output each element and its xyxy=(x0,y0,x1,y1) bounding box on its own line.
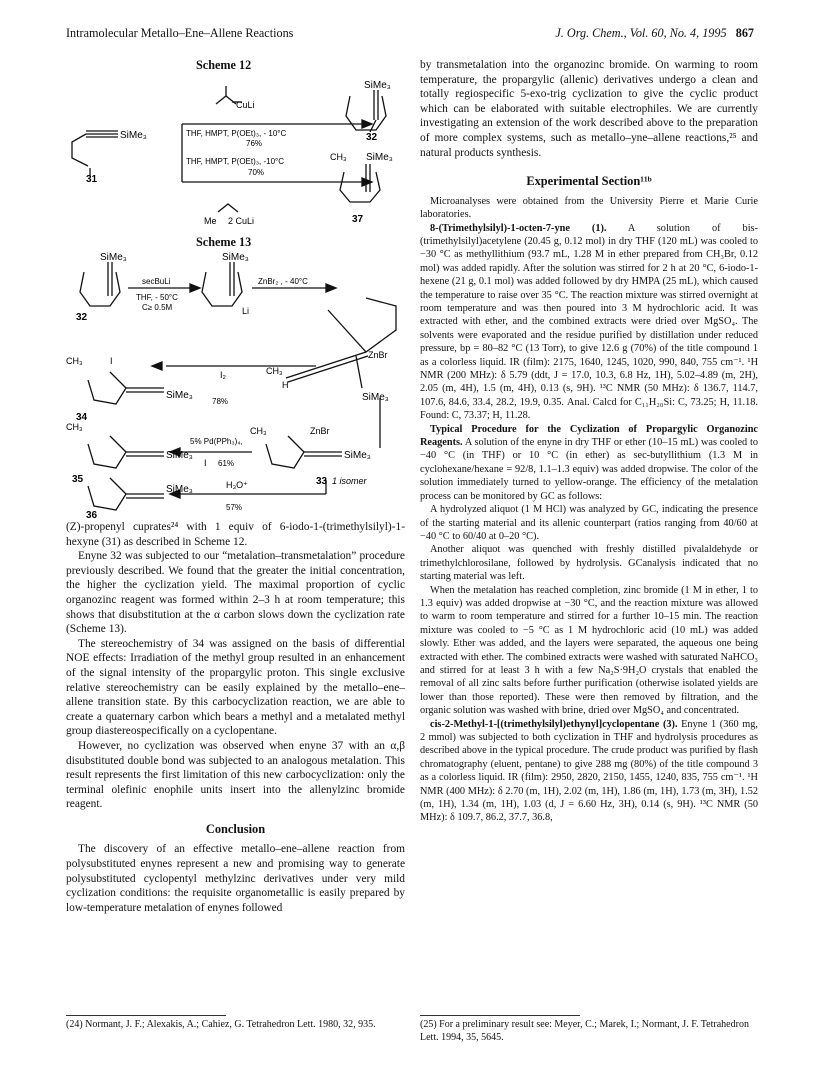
s13-i: I xyxy=(110,356,113,366)
left-footnote-rule xyxy=(66,1015,226,1016)
conditions-1-a: THF, HMPT, P(OEt)₃, - 10°C xyxy=(186,129,287,138)
left-paragraph-3: The stereochemistry of 34 was assigned on the basis of differential NOE effects: Irradiation of the methyl group resulted in an enhancement of the signal intensity of the propargylic proton. This single exclusive relative stereochemistry can be easily explained by the metallo–ene–allene transition state. By this carbocyclization reaction, we are able to create a quaternary carbon which bears a methyl and a metalated methyl group diastereospecifically on a cyclopentane. xyxy=(66,637,405,738)
running-header xyxy=(66,26,754,44)
s13-sime3-35: SiMe₃ xyxy=(166,450,193,461)
conditions-1-b: 76% xyxy=(246,139,263,148)
left-paragraph-2: Enyne 32 was subjected to our “metalation–transmetalation” procedure previously described. We found that the greater the initial concentration, the higher the cyclization yield. The maximal proportion of cyclic organozinc reagent was formed within 2–3 h at room temperature; this shows that disubstitution at the α carbon slows down the cyclization rate (Scheme 13). xyxy=(66,550,405,636)
s12-sime3-31: SiMe₃ xyxy=(120,130,147,141)
yield-57: 57% xyxy=(226,503,243,512)
label-33: 33 xyxy=(316,476,328,487)
s13-i2: I₂ xyxy=(220,370,226,380)
label-37: 37 xyxy=(352,214,364,225)
conclusion-paragraph: The discovery of an effective metallo–ene–allene reaction from polysubstituted enynes represent a new and promising way to generate polysubstituted cyclopentyl methylzinc derivatives under very mild cyclization conditions: the requisite organometallic is easily prepared by low-temperature metalation of enynes followed xyxy=(66,843,405,914)
compound-1-heading: 8-(Trimethylsilyl)-1-octen-7-yne (1). xyxy=(430,222,607,234)
s13-sime3-li: SiMe₃ xyxy=(222,252,249,263)
yield-61: 61% xyxy=(218,459,235,468)
label-35: 35 xyxy=(72,474,84,485)
label-31: 31 xyxy=(86,174,98,185)
label-li: Li xyxy=(242,306,250,316)
scheme-13-diagram xyxy=(66,248,416,518)
yield-78: 78% xyxy=(212,397,229,406)
cond-h3o: H₃O⁺ xyxy=(226,480,248,490)
left-column xyxy=(66,520,405,915)
s13-sime3-32: SiMe₃ xyxy=(100,252,127,263)
s13-ch3-34: CH₃ xyxy=(66,356,83,366)
s13-sime3-33: SiMe₃ xyxy=(344,450,371,461)
cond-conc: C≥ 0.5M xyxy=(142,303,173,312)
conditions-2-b: 70% xyxy=(248,168,265,177)
conclusion-heading: Conclusion xyxy=(205,821,266,836)
s12-ch3: CH₃ xyxy=(330,152,347,162)
footnote-24: (24) Normant, J. F.; Alexakis, A.; Cahiez, G. Tetrahedron Lett. 1980, 32, 935. xyxy=(66,1019,376,1030)
experimental-section xyxy=(420,195,758,825)
right-footnote-rule xyxy=(420,1015,580,1016)
exp-paragraph-1: Microanalyses were obtained from the University Pierre et Marie Curie laboratories. xyxy=(420,195,758,221)
s13-i-pd: I xyxy=(204,458,207,468)
cond-znbr2: ZnBr₂ , - 40°C xyxy=(258,277,308,286)
label-32-s13: 32 xyxy=(76,312,88,323)
label-32: 32 xyxy=(366,132,378,143)
label-36: 36 xyxy=(86,510,98,518)
isomer-note: 1 isomer xyxy=(332,476,367,486)
scheme-13-title: Scheme 13 xyxy=(196,235,252,249)
scheme-12-diagram xyxy=(66,72,416,227)
s13-znbr-35: ZnBr xyxy=(310,426,330,436)
compound-1-text: A solution of bis-(trimethylsilyl)acetylene (20.45 g, 0.12 mol) in dry THF (120 mL) was cooled to −30 °C as methyllithium (93.7 mL, 1.28 M in ether prepared from CH₃Br, 0.12 mol) was added rapidly. After the solution was stirred for 2 h at 20 °C, 6-iodo-1-hexene (21 g, 0.1 mol) was added followed by dry HMPA (25 mL), which caused the temperature to raise over 35 °C. The reaction mixture was stirred overnight at room temperature and was then poured into 3 M hydrochloric acid. It was extracted with ether, and the combined extracts were dried over MgSO₄. The solvents were evaporated and the residue purified by distillation under reduced pressure, bp = 80–82 °C (13 Torr), to give 12.6 g (70%) of the title compound 1 as a colorless liquid. IR (film): 2175, 1640, 1245, 1020, 990, 840, 755 cm⁻¹. ¹H NMR (200 MHz): δ 5.79 (ddt, J = 17.0, 10.3, 6.8 Hz, 1H), 5.02–4.89 (m, 2H), 2.05 (m, 4H), 1.5 (m, 4H), 0.13 (s, 9H). ¹³C NMR (50 MHz): δ 136.7, 114.7, 107.6, 84.6, 33.4, 28.2, 19.9, 0.35. Anal. Calcd for C₁₁H₂₀Si: C, 73.25; H, 11.18. Found: C, 73.37; H, 11.28. xyxy=(420,222,758,422)
s12-sime3-32: SiMe₃ xyxy=(364,80,391,91)
cond-pd: 5% Pd(PPh₃)₄, xyxy=(190,437,243,446)
exp-paragraph-7 xyxy=(420,718,758,825)
exp-paragraph-5: Another aliquot was quenched with freshly distilled pivalaldehyde or trimethylchlorosilane, followed by hydrolysis. GCanalysis indicated that no starting material was left. xyxy=(420,544,758,583)
label-34: 34 xyxy=(76,412,88,423)
reagent-culi-bottom: 2 CuLi xyxy=(228,216,255,226)
s13-sime3-36: SiMe₃ xyxy=(166,484,193,495)
right-paragraph-1: by transmetalation into the organozinc bromide. On warming to room temperature, the propargylic (allenic) derivatives undergo a clean and totally regiospecific 5-exo-trig cyclization to give the cyclic product which can be elaborated with suitable electrophiles. We are currently investigating an extension of the work described above to the preparation of more complex systems, such as metallo–yne–allene reactions,²⁵ and natural products synthesis. xyxy=(420,59,758,159)
s13-h: H xyxy=(282,380,289,390)
left-paragraph-1: (Z)-propenyl cuprates²⁴ with 1 equiv of 6-iodo-1-(trimethylsilyl)-1-hexyne (31) as described in Scheme 12. xyxy=(66,521,405,548)
s13-ch3-zn: CH₃ xyxy=(266,366,283,376)
cond-thf: THF, - 50°C xyxy=(136,293,178,302)
reagent-me: Me xyxy=(204,216,217,226)
s13-sime3-zn: SiMe₃ xyxy=(362,392,389,403)
exp-paragraph-4: A hydrolyzed aliquot (1 M HCl) was analyzed by GC, indicating the presence of the starting material and its allenic counterpart (ratios ranging from 40/60 at −40 °C to 60/40 at 0–20 °C). xyxy=(420,504,758,542)
s13-ch3-35: CH₃ xyxy=(66,422,83,432)
experimental-heading: Experimental Section¹¹ᵇ xyxy=(526,174,652,189)
s13-znbr-33: ZnBr xyxy=(368,350,388,360)
right-column xyxy=(420,58,758,825)
exp-paragraph-2 xyxy=(420,222,758,423)
s13-sime3-34: SiMe₃ xyxy=(166,390,193,401)
typical-procedure-text: A solution of the enyne in dry THF or ether (10–15 mL) was cooled to −40 °C (in THF) or 10 °C (in ether) as sec-butyllithium (1.3 M in cyclohexane/hexane = 92/8, 1.1–1.3 equiv) was added dropwise. The color of the solution immediately turned to yellow-orange. The efficiency of the metalation process can be monitored by GC as follows: xyxy=(420,437,758,502)
running-title: Intramolecular Metallo–Ene–Allene Reactions xyxy=(66,26,294,40)
compound-3-heading: cis-2-Methyl-1-[(trimethylsilyl)ethynyl]cyclopentane (3). xyxy=(430,718,678,730)
exp-paragraph-6: When the metalation has reached completion, zinc bromide (1 M in ether, 1 to 1.3 equiv) was added dropwise at −30 °C, and the reaction mixture was allowed to warm to room temperature and stirred for a further 10–15 min. The reaction mixture was cooled to −5 °C as 1 M hydrochloric acid (10 mL) was added slowly. Ether was added, and the layers were separated, the aqueous one being extracted with ether. The combined extracts were washed with saturated NaHCO₃ and stirred for at least 3 h with a few Na₂S·9H₂O crystals that enabled the removal of all zinc salts before further purification (otherwise isolated yields are lower than those reported). These were then removed by filtration, and the organic solution was washed with brine, dried over MgSO₄ and concentrated. xyxy=(420,584,758,717)
journal-citation xyxy=(555,26,754,41)
s13-ch3-33: CH₃ xyxy=(250,426,267,436)
typical-procedure-heading: Typical Procedure for the Cyclization of Propargylic Organozinc Reagents. xyxy=(420,423,758,449)
compound-3-text: Enyne 1 (360 mg, 2 mmol) was subjected to both cyclization in THF and hydrolysis procedures as described above in the typical procedure. The crude product was purified by flash chromatography (eluent, pentane) to give 288 mg (80%) of the title compound 3 as a colorless liquid. IR (film): 2950, 2820, 2150, 1455, 1240, 835, 755 cm⁻¹. ¹H NMR (400 MHz): δ 2.70 (m, 1H), 2.02 (m, 1H), 1.86 (m, 1H), 1.73 (m, 3H), 1.52 (m, 1H), 1.34 (m, 1H), 1.03 (d, J = 6.60 Hz, 3H), 0.14 (s, 9H). ¹³C NMR (50 MHz): δ 109.7, 86.2, 37.7, 36.8, xyxy=(420,718,759,824)
cond-secbuli: secBuLi xyxy=(142,277,171,286)
page-number: 867 xyxy=(735,26,754,40)
reagent-culi-top: CuLi xyxy=(236,100,255,110)
left-paragraph-4: However, no cyclization was observed when enyne 37 with an α,β disubstituted double bond was subjected to an analogous metalation. This result represents the first limitation of this new carbocyclization: only the terminal olefinic enophile units insert into the allenylzinc bromide reagent. xyxy=(66,739,405,811)
exp-paragraph-3 xyxy=(420,423,758,503)
scheme-12-title: Scheme 12 xyxy=(196,58,252,72)
s12-sime3-37: SiMe₃ xyxy=(366,152,393,163)
conditions-2-a: THF, HMPT, P(OEt)₃, -10°C xyxy=(186,157,285,166)
journal-name: J. Org. Chem., Vol. 60, No. 4, 1995 xyxy=(555,26,727,40)
footnote-25: (25) For a preliminary result see: Meyer, C.; Marek, I.; Normant, J. F. Tetrahedron Lett. 1994, 35, 5645. xyxy=(420,1019,749,1043)
